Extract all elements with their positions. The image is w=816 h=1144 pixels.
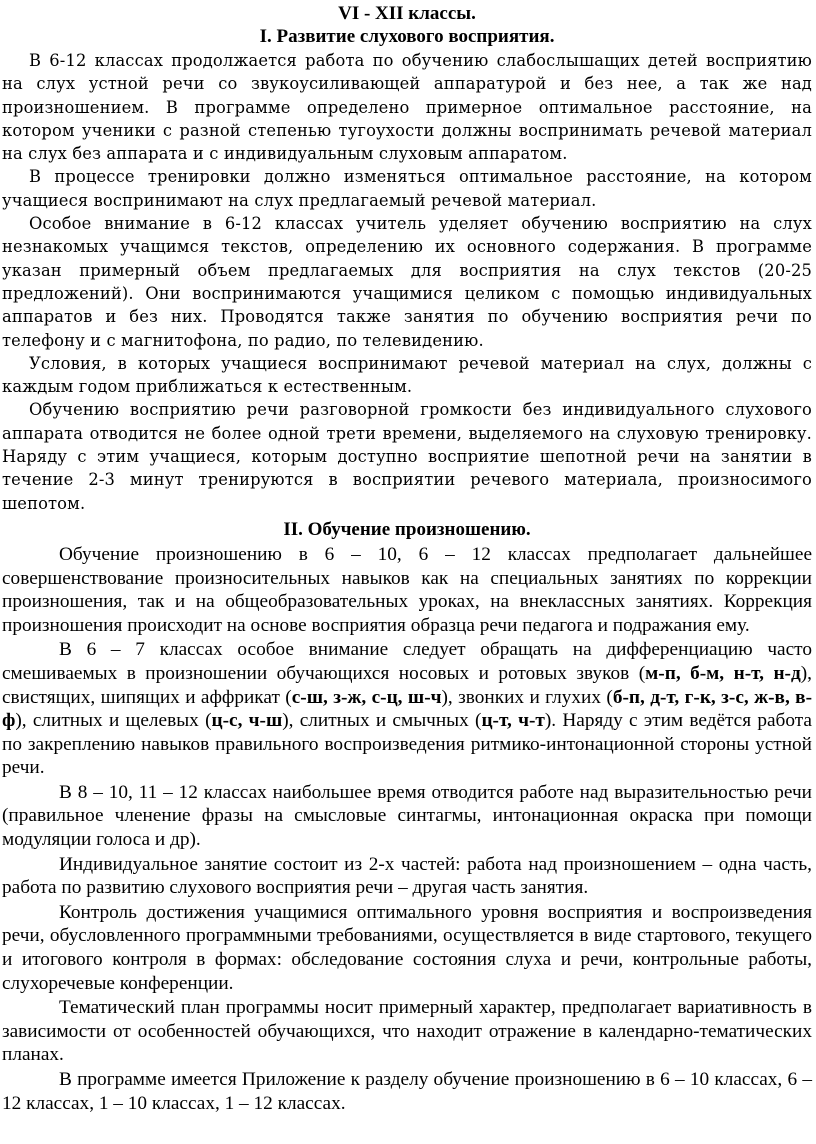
affricate-stop-pairs: ц-т, ч-т	[481, 710, 545, 732]
p2-text-1: В 6 – 7 классах особое внимание следует обращать на дифференциацию часто смешиваемых в произношении обучающихся носовых и ротовых звуков (	[2, 639, 812, 684]
p2-text-4: ), слитных и щелевых (	[15, 710, 212, 732]
section2-paragraph-5: Контроль достижения учащимися оптимального уровня восприятия и воспроизведения речи, обусловленного программными требованиями, осуществляется в виде стартового, текущего и итогового контроля в формах: обследование состояния слуха и речи, контрольные работы, слухоречевые конференции.	[2, 901, 812, 994]
section2-paragraph-4: Индивидуальное занятие состоит из 2-х частей: работа над произношением – одна часть, работа по развитию слухового восприятия речи – другая часть занятия.	[2, 853, 812, 899]
affricate-fricative-pairs: ц-с, ч-ш	[211, 710, 283, 732]
p2-text-3: ), звонких и глухих (	[441, 686, 613, 708]
section1-paragraph-5: Обучению восприятию речи разговорной громкости без индивидуального слухового аппарата отводится не более одной трети времени, выделяемого на слуховую тренировку. Наряду с этим учащиеся, которым доступно восприятие шепотной речи на занятии в течение 2-3 минут тренируются в восприятии речевого материала, произносимого шепотом.	[2, 400, 812, 513]
section2-heading: II. Обучение произношению.	[283, 518, 531, 540]
document-title: VI - XII классы.	[338, 3, 476, 24]
section2-paragraph-3: В 8 – 10, 11 – 12 классах наибольшее время отводится работе над выразительностью речи (правильное членение фразы на смысловые синтагмы, интонационная окраска при помощи модуляции голоса и др).	[2, 781, 812, 851]
section2-paragraph-1: Обучение произношению в 6 – 10, 6 – 12 классах предполагает дальнейшее совершенствование произносительных навыков как на специальных занятиях по коррекции произношения, так и на общеобразовательных уроках, на внеклассных занятиях. Коррекция произношения происходит на основе восприятия образца речи педагога и подражания ему.	[2, 543, 812, 636]
section1-number: I.	[259, 26, 277, 47]
section2-paragraph-7: В программе имеется Приложение к разделу обучение произношению в 6 – 10 классах, 6 – 12 классах, 1 – 10 классах, 1 – 12 классах.	[2, 1069, 812, 1114]
nasal-oral-pairs: м-п, б-м, н-т, н-д	[645, 662, 801, 684]
section1-paragraph-3: Особое внимание в 6-12 классах учитель уделяет обучению восприятию на слух незнакомых учащимся текстов, определению их основного содержания. В программе указан примерный объем предлагаемых для восприятия на слух текстов (20-25 предложений). Они воспринимаются учащимися целиком с помощью индивидуальных аппаратов и без них. Проводятся также занятия по обучению восприятия речи по телефону и с магнитофона, по радио, по телевидению.	[2, 214, 812, 350]
section1-paragraph-1: В 6-12 классах продолжается работа по обучению слабослышащих детей восприятию на слух устной речи со звукоусиливающей аппаратурой и без нее, а так же над произношением. В программе определено примерное оптимальное расстояние, на котором ученики с разной степенью тугоухости должны воспринимать речевой материал на слух без аппарата и с индивидуальным слуховым аппаратом.	[2, 51, 812, 164]
section1-title: Развитие слухового восприятия	[276, 26, 550, 47]
section2-paragraph-6: Тематический план программы носит примерный характер, предполагает вариативность в зависимости от особенностей обучающихся, что находит отражение в календарно-тематических планах.	[2, 997, 812, 1066]
p2-text-2: ), свистящих, шипящих и аффрикат (	[2, 662, 812, 708]
p2-text-5: ), слитных и смычных (	[282, 710, 482, 732]
section1-heading	[2, 25, 812, 48]
voiced-voiceless-pairs: б-п, д-т, г-к, з-с, ж-в, в-ф	[2, 686, 813, 732]
section1-paragraph-2: В процессе тренировки должно изменяться оптимальное расстояние, на котором учащиеся воспринимают на слух предлагаемый речевой материал.	[2, 167, 812, 210]
p2-text-6: ). Наряду с этим ведётся работа по закреплению навыков правильного воспроизведения ритмико-интонационной стороны устной речи.	[2, 710, 812, 779]
section1-paragraph-4: Условия, в которых учащиеся воспринимают речевой материал на слух, должны с каждым годом приближаться к естественным.	[2, 353, 812, 397]
sibilant-pairs: с-ш, з-ж, с-ц, ш-ч	[291, 686, 442, 708]
section1-dot: .	[549, 26, 555, 47]
section2-paragraph-2	[2, 638, 812, 780]
